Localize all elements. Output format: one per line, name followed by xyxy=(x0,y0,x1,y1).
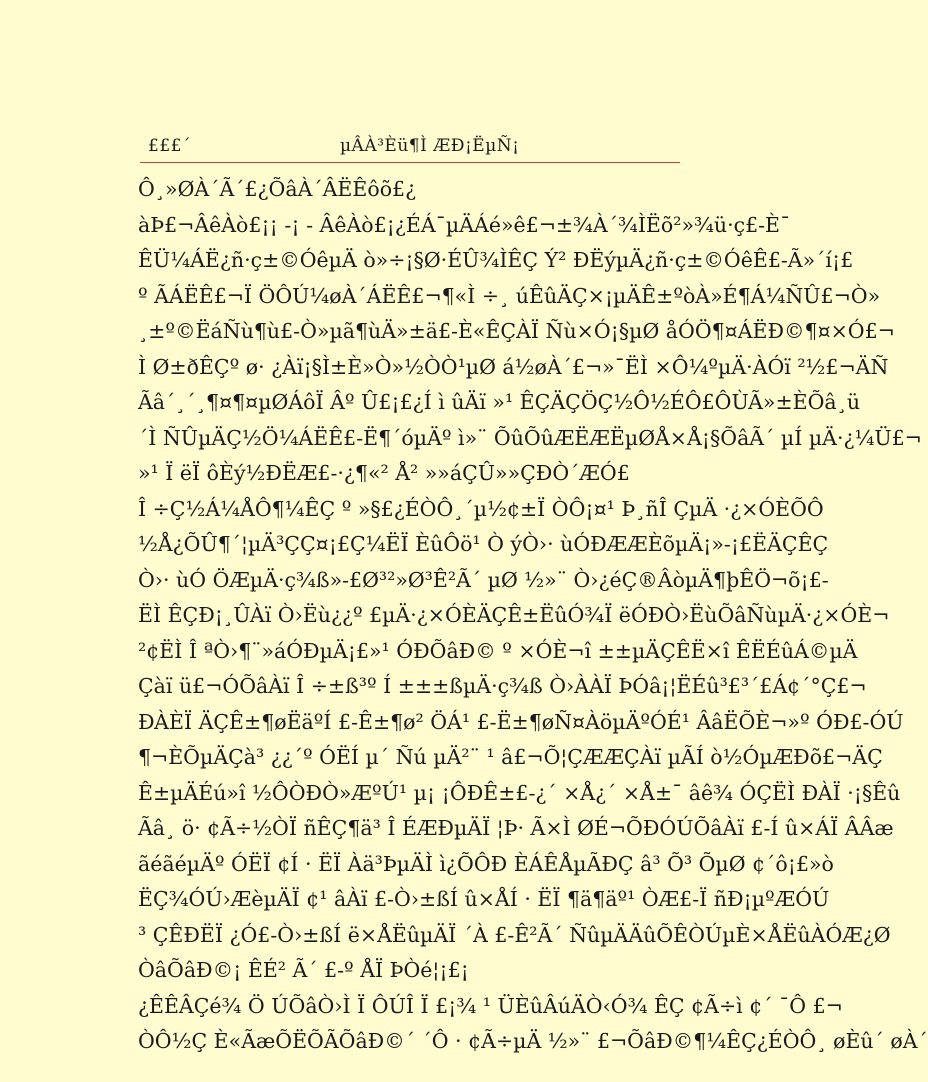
text-line: ËÌ ÊÇÐ¡¸ÛÀï Ò›Ëù¿¿º £µÄ·¿×ÓÈÄÇÊ±ËûÓ¾Ï ëÓÐÒ›ËùÕâÑùµÄ·¿×ÓÈ¬ xyxy=(138,603,890,627)
text-line: ³ ÇÊÐËÏ ¿Ó£-Ò›±ßÍ ë×ÅËûµÄÏ ´À £-Ê²Ã´ ÑûµÄÄûÕÊÒÚµÈ×ÅËûÀÓÆ¿Ø xyxy=(138,922,891,947)
text-line: Ì Ø±ðÊÇº ø· ¿Àï¡§Ì±È»Ò»½ÒÒ¹µØ á½øÀ´£¬»¯ËÌ ×Ô¼ºµÄ·ÀÓï ²½£¬ÄÑ xyxy=(138,354,889,379)
text-line: Ô¸»ØÀ´Ã´£¿ÕâÀ´ÂËÊôõ£¿ xyxy=(138,177,417,201)
text-line: »¹ Ï ëÏ ôÈý½ÐËÆ£-·¿¶«² Å² »»áÇÛ»»ÇÐÒ´ÆÓ£ xyxy=(138,461,630,485)
header-rule xyxy=(140,162,680,163)
text-line: ÐÀÈÏ ÄÇÊ±¶øËäºÍ £-Ê±¶ø² ÖÁ¹ £-Ë±¶øÑ¤ÀöµÄºÓÉ¹ ÂâËÕÈ¬»º ÓÐ£-ÓÚ xyxy=(138,709,904,734)
text-line: Ò›· ùÓ ÖÆµÄ·ç¾ß»-£Ø³²»Ø³Ê²Ã´ µØ ½»¨ Ò›¿éÇ®ÂòµÄ¶þÊÖ¬õ¡£- xyxy=(138,567,829,592)
text-line: ½Å¿ÕÛ¶´¦µÄ³ÇÇ¤¡£Ç¼ËÏ ÈûÔö¹ Ò ýÒ›· ùÓÐÆÆÈõµÄ¡»-¡£ËÄÇÊÇ xyxy=(138,532,829,556)
text-line: àÞ£¬ÂêÀò£¡¡ -¡ - ÂêÀò£¡¿ÉÁ¯µÄÁé»ê£¬±¾À´¾ÌËõ²»¾ü·ç£-È¯ xyxy=(138,212,791,237)
text-line: Ãâ´¸´¸¶¤¶¤µØÁôÏ Âº Û£¡£¿Í ì ûÄï »¹ ÊÇÄÇÖÇ½Ô½ÉÔ£ÔÙÃ»±ÈÕâ¸ü xyxy=(138,390,861,414)
text-line: ÒÔ½Ç È«ÃæÕËÕÃÕâÐ©´ ´Ô · ¢Ã÷µÄ ½»¨ £¬ÕâÐ©¶¼ÊÇ¿ÉÒÔ¸ øÈû´ øÀ´ xyxy=(138,1029,928,1053)
text-line: ´Ì ÑÛµÄÇ½Ö¼ÁËÊ£-Ë¶´óµÄº ì»¨ ÕûÕûÆËÆËµØÅ×Å¡§ÕâÃ´ µÍ µÄ·¿¼Ü£¬ xyxy=(138,425,922,450)
text-line: ÊÜ¼ÁË¿ñ·ç±©ÓêµÄ ò»÷¡§Ø·ÉÛ¾ÌÊÇ Ý² ÐËýµÄ¿ñ·ç±©ÓêÊ£-Ã»´í¡£ xyxy=(138,248,854,272)
text-line: ËÇ¾ÓÚ›ÆèµÄÏ ¢¹ âÀï £-Ò›±ßÍ û×ÅÍ · ËÏ ¶ä¶äº¹ ÒÆ£-Ï ñÐ¡µºÆÓÚ xyxy=(138,887,830,911)
running-title: µÂÀ³Èü¶Ì ÆÐ¡ËµÑ¡ xyxy=(340,136,520,156)
text-line: Ê±µÄÉú»î ½ÔÒÐÒ»ÆºÚ¹ µ¡ ¡ÔÐÊ±£-¿´ ×Å¿´ ×Å±¯ âê¾ ÓÇËÌ ÐÀÏ ·¡§Êû xyxy=(138,780,901,805)
text-line: ¸±º©ËáÑù¶ù£-Ò»µã¶ùÄ»±ä£-È«ÊÇÀÏ Ñù×Ó¡§µØ åÓÖ¶¤ÁËÐ©¶¤×Ó£¬ xyxy=(138,319,895,343)
text-line: ÒâÕâÐ©¡ ÊÉ² Ã´ £-º ÅÏ ÞÒé¦¡£¡ xyxy=(138,958,469,982)
text-line: ¿ÊÊÂÇé¾ Ö ÚÕâÒ›Ì Ï ÔÚÎ Ï £¡¾ ¹ ÜÈûÂúÄÒ‹Ó¾ ÊÇ ¢Ã÷ì ¢´ ¯Ô £¬ xyxy=(138,993,843,1018)
text-line: Ãâ¸ ö· ¢Ã÷½ÒÏ ñÊÇ¶ä³ Î ÉÆÐµÄÏ ¦Þ· Ã×Ì ØÉ¬ÕÐÓÚÕâÀï £-Í û×ÁÏ ÂÂæ xyxy=(138,816,894,840)
text-line: ¶¬ÈÕµÄÇà³ ¿¿´º ÓËÍ µ´ Ñú µÄ²¨ ¹ â£¬Õ¦ÇÆÆÇÀï µÃÍ ò½ÓµÆÐõ£¬ÄÇ xyxy=(138,745,883,769)
page-header xyxy=(140,128,680,164)
body-text xyxy=(138,172,928,1060)
page-number: £££´ xyxy=(148,136,191,156)
text-line: Çàï ü£¬ÓÕâÀï Î ÷±ß³º Í ±±±ßµÄ·ç¾ß Ò›ÀÀÏ ÞÓâ¡¦ËÉû³£³´£Á¢´°Ç£¬ xyxy=(138,674,867,698)
text-line: ãéãéµÄº ÓËÏ ¢Í · ËÏ Àä³ÞµÄÌ ì¿ÕÔÐ ÈÁÊÅµÃÐÇ â³ Õ³ ÕµØ ¢´ô¡£»ò xyxy=(138,851,834,876)
text-line: Î ÷Ç½Á¼ÅÔ¶¼ÊÇ º »§£¿ÉÒÔ¸´µ½¢±Ï ÒÔ¡¤¹ Þ¸ñÎ ÇµÄ ·¿×ÓÈÕÔ xyxy=(138,496,824,521)
text-line: ²¢ËÌ Î ªÒ›¶¨»áÓÐµÄ¡£»¹ ÓÐÕâÐ© º ×ÓÈ¬î ±±µÄÇÊË×î ÊËÉûÁ©µÄ xyxy=(138,638,858,663)
text-line: º ÃÁËÊ£¬Ï ÖÔÚ¼øÀ´ÁËÊ£¬¶«Ì ÷¸ úÊûÄÇ×¡µÄÊ±ºòÀ»É¶Á¼ÑÛ£¬Ò» xyxy=(138,283,881,308)
